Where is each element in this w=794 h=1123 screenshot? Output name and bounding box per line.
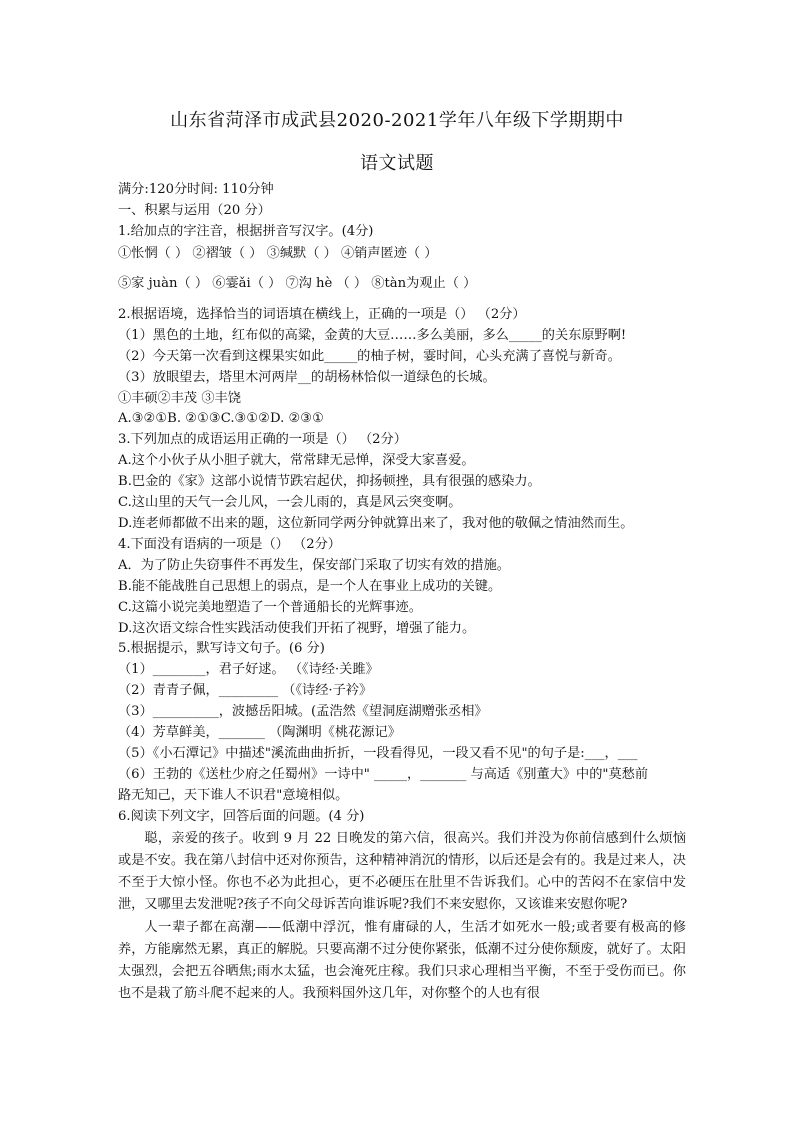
question-5-item-6-cont: 路无知己，天下谁人不识君"意境相似。: [118, 788, 349, 803]
question-6: 6.阅读下列文字，回答后面的问题。(4 分): [118, 809, 365, 824]
question-3-option-d: D.连老师都做不出来的题，这位新同学两分钟就算出来了，我对他的敬佩之情油然而生。: [118, 516, 634, 531]
question-5: 5.根据提示，默写诗文句子。(6 分): [118, 641, 325, 656]
question-1-items-a: ①怅惘（ ） ②褶皱（ ） ③缄默（ ） ④销声匿迹（ ）: [118, 246, 438, 261]
reading-paragraph-2: 人一辈子都在高潮——低潮中浮沉，惟有庸碌的人，生活才如死水一般;或者要有极高的修养，方能廓然无累，真正的解脱。只要高潮不过分使你紧张，低潮不过分使你颓废，就好了。太阳太强烈，会把五谷晒焦;雨水太猛，也会淹死庄稼。我们只求心理相当平衡，不至于受伤而已。你也不是栽了筋斗爬不起来的人。我预料国外这几年，对你整个的人也有很: [118, 920, 686, 1001]
question-2-options: A.③②①B. ②①③C.③①②D. ②③①: [118, 411, 324, 426]
section-heading: 一、积累与运用（20 分）: [118, 203, 271, 218]
question-5-item-1: （1）________，君子好逑。 （《诗经·关雎》: [118, 662, 379, 677]
question-4-option-b: B.能不能战胜自己思想上的弱点，是一个人在事业上成功的关键。: [118, 579, 502, 594]
question-5-item-4: （4）芳草鲜美，_______ （陶渊明《桃花源记》: [118, 725, 401, 740]
question-4: 4.下面没有语病的一项是（） （2分）: [118, 537, 341, 552]
question-3-option-b: B.巴金的《家》这部小说情节跌宕起伏，抑扬顿挫，具有很强的感染力。: [118, 474, 541, 489]
question-3-option-c: C.这山里的天气一会儿风，一会儿雨的，真是风云突变啊。: [118, 495, 462, 510]
question-4-option-d: D.这次语文综合性实践活动使我们开拓了视野，增强了能力。: [118, 621, 476, 636]
question-2-sentence-3: （3）放眼望去，塔里木河两岸__的胡杨林恰似一道绿色的长城。: [118, 370, 496, 385]
question-5-item-3: （3）__________，波撼岳阳城。(孟浩然《望洞庭湖赠张丞相》: [118, 704, 488, 719]
question-5-item-2: （2）青青子佩，_________ （《诗经·子衿》: [118, 683, 373, 698]
question-1: 1.给加点的字注音，根据拼音写汉字。(4分): [118, 224, 374, 239]
reading-paragraph-1: 聪，亲爱的孩子。收到 9 月 22 日晚发的第六信，很高兴。我们并没为你前信感到什么烦恼或是不安。我在第八封信中还对你预告，这种精神消沉的情形，以后还是会有的。我是过来人，决不至于大惊小怪。你也不必为此担心，更不必硬压在肚里不告诉我们。心中的苦闷不在家信中发泄，又哪里去发泄呢?孩子不向父母诉苦向谁诉呢?我们不来安慰你，又该谁来安慰你呢?: [118, 831, 686, 912]
question-4-option-c: C.这篇小说完美地塑造了一个普通船长的光辉事迹。: [118, 600, 422, 615]
question-1-items-b: ⑤家 juàn（ ） ⑥霎ǎi（ ） ⑦沟 hè （ ） ⑧tàn为观止（ ）: [118, 276, 477, 291]
question-5-item-6: （6）王勃的《送杜少府之任蜀州》一诗中" _____，_______ 与高适《别董大》中的"莫愁前: [118, 767, 649, 782]
question-2: 2.根据语境，选择恰当的词语填在横线上，正确的一项是（） （2分）: [118, 307, 526, 322]
question-5-item-5: （5）《小石潭记》中描述"溪流曲曲折折，一段看得见，一段又看不见"的句子是:___，___: [118, 746, 638, 761]
document-subtitle: 语文试题: [360, 153, 434, 174]
question-2-sentence-2: （2）今天第一次看到这棵果实如此_____的柚子树，霎时间，心头充满了喜悦与新奇。: [118, 349, 621, 364]
question-3: 3.下列加点的成语运用正确的一项是（） （2分）: [118, 432, 407, 447]
question-2-sentence-1: （1）黑色的土地，红布似的高粱，金黄的大豆……多么美丽，多么_____的关东原野啊!: [118, 328, 627, 343]
question-4-option-a: A．为了防止失窃事件不再发生，保安部门采取了切实有效的措施。: [118, 558, 510, 573]
document-title: 山东省菏泽市成武县2020-2021学年八年级下学期期中: [170, 110, 624, 131]
question-2-words: ①丰硕②丰茂 ③丰饶: [118, 391, 241, 406]
question-3-option-a: A.这个小伙子从小胆子就大，常常肆无忌惮，深受大家喜爱。: [118, 453, 475, 468]
exam-info: 满分:120分时间: 110分钟: [118, 182, 274, 197]
